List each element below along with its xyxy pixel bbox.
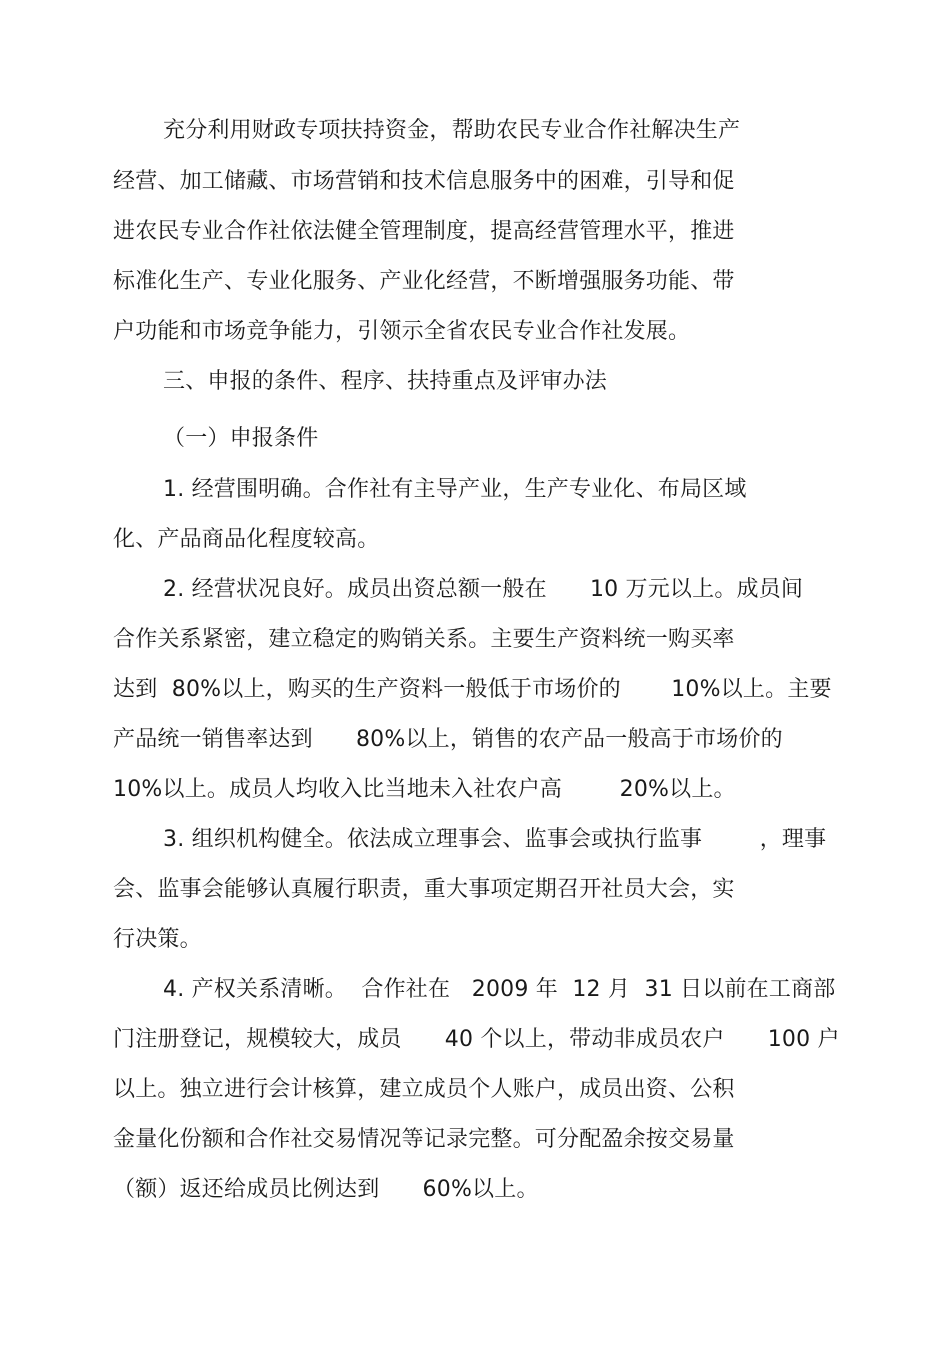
paragraph-line: 4. 产权关系清晰。 合作社在 2009 年 12 月 31 日以前在工商部 [163,977,836,1002]
paragraph-line: 门注册登记，规模较大，成员 40 个以上，带动非成员农户 100 户 [113,1027,840,1052]
paragraph-line: 3. 组织机构健全。依法成立理事会、监事会或执行监事 ，理事 [163,827,827,852]
paragraph-line: 行决策。 [113,927,202,952]
paragraph-line: 户功能和市场竞争能力，引领示全省农民专业合作社发展。 [113,319,691,344]
paragraph-line: 会、监事会能够认真履行职责，重大事项定期召开社员大会，实 [113,877,735,902]
paragraph-line: 1. 经营围明确。合作社有主导产业，生产专业化、布局区域 [163,477,747,502]
paragraph-line: 经营、加工储藏、市场营销和技术信息服务中的困难，引导和促 [113,169,735,194]
section-heading: 三、申报的条件、程序、扶持重点及评审办法 [163,369,608,394]
paragraph-line: 合作关系紧密，建立稳定的购销关系。主要生产资料统一购买率 [113,627,735,652]
paragraph-line: 10%以上。成员人均收入比当地未入社农户高 20%以上。 [113,777,736,802]
paragraph-line: 产品统一销售率达到 80%以上，销售的农产品一般高于市场价的 [113,727,783,752]
paragraph-line: （额）返还给成员比例达到 60%以上。 [113,1177,539,1202]
paragraph-line: 2. 经营状况良好。成员出资总额一般在 10 万元以上。成员间 [163,577,804,602]
paragraph-line: 金量化份额和合作社交易情况等记录完整。可分配盈余按交易量 [113,1127,735,1152]
paragraph-line: 充分利用财政专项扶持资金，帮助农民专业合作社解决生产 [163,118,741,143]
subsection-heading: （一）申报条件 [163,426,319,451]
paragraph-line: 化、产品商品化程度较高。 [113,527,380,552]
paragraph-line: 标准化生产、专业化服务、产业化经营，不断增强服务功能、带 [113,269,735,294]
paragraph-line: 以上。独立进行会计核算，建立成员个人账户，成员出资、公积 [113,1077,735,1102]
paragraph-line: 达到 80%以上，购买的生产资料一般低于市场价的 10%以上。主要 [113,677,832,702]
paragraph-line: 进农民专业合作社依法健全管理制度，提高经营管理水平，推进 [113,219,735,244]
